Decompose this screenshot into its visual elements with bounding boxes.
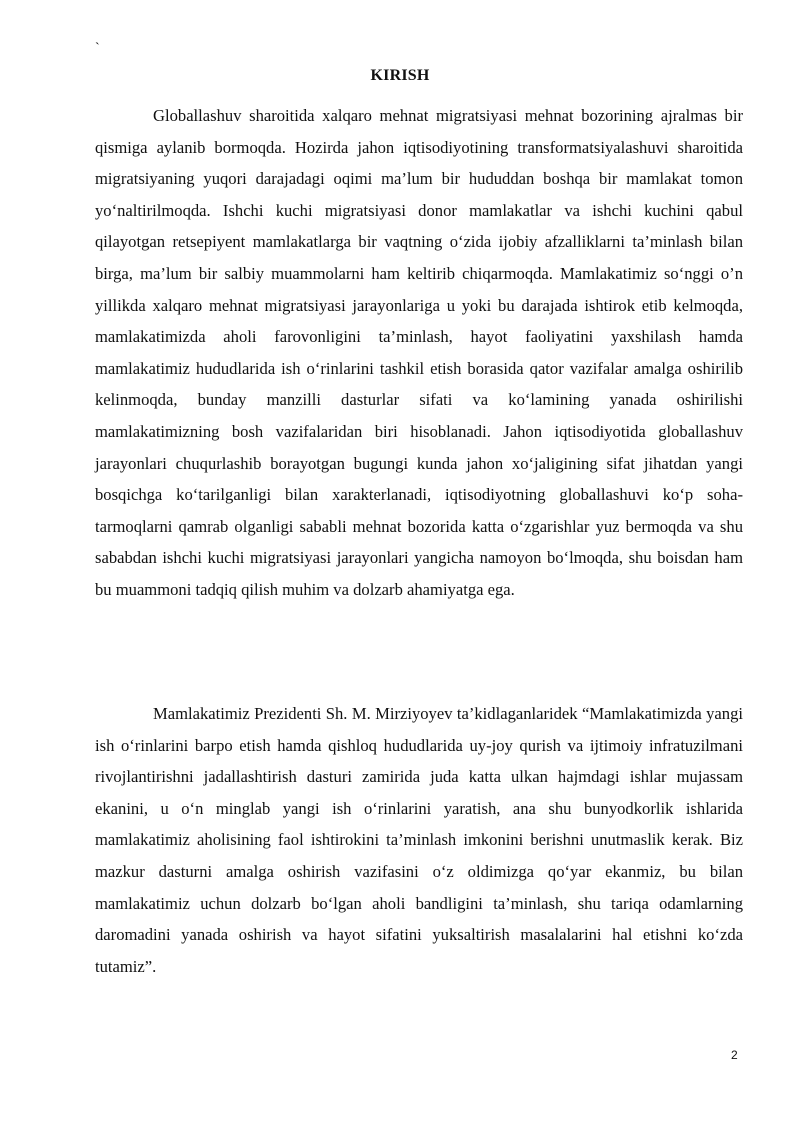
page-number: 2: [731, 1048, 738, 1062]
page-title: KIRISH: [370, 67, 430, 84]
paragraph-2: Mamlakatimiz Prezidenti Sh. M. Mirziyoyev ta’kidlaganlaridek “Mamlakatimizda yangi ish o‘rinlarini barpo etish hamda qishloq hududlarida uy-joy qurish va ijtimoiy infratuzilmani rivojlantirishni jadallashtirish dasturi zamirida juda katta ulkan hajmdagi ishlar mujassam ekanini, u o‘n minglab yangi ish o‘rinlarini yaratish, ana shu bunyodkorlik ishlarida mamlakatimiz aholisining faol ishtirokini ta’minlash imkonini berishni unutmaslik kerak. Biz mazkur dasturni amalga oshirish vazifasini o‘z oldimizga qo‘yar ekanmiz, bu bilan mamlakatimiz uchun dolzarb bo‘lgan aholi bandligini ta’minlash, shu tariqa odamlarning daromadini yanada oshirish va hayot sifatini yuksaltirish masalalarini hal etishni ko‘zda tutamiz”.: [95, 704, 743, 976]
stray-mark: `: [95, 41, 100, 56]
paragraph-1: Globallashuv sharoitida xalqaro mehnat migratsiyasi mehnat bozorining ajralmas bir qismiga aylanib bormoqda. Hozirda jahon iqtisodiyotining transformatsiyalashuvi sharoitida migratsiyaning yuqori darajadagi oqimi ma’lum bir hududdan boshqa bir mamlakat tomon yo‘naltirilmoqda. Ishchi kuchi migratsiyasi donor mamlakatlar va ishchi kuchini qabul qilayotgan retsepiyent mamlakatlarga bir vaqtning o‘zida ijobiy afzalliklarni ta’minlash bilan birga, ma’lum bir salbiy muammolarni ham keltirib chiqarmoqda. Mamlakatimiz so‘nggi o’n yillikda xalqaro mehnat migratsiyasi jarayonlariga u yoki bu darajada ishtirok etib kelmoqda, mamlakatimizda aholi farovonligini ta’minlash, hayot faoliyatini yaxshilash hamda mamlakatimiz hududlarida ish o‘rinlarini tashkil etish borasida qator vazifalar amalga oshirilib kelinmoqda, bunday manzilli dasturlar sifati va ko‘lamining yanada oshirilishi mamlakatimizning bosh vazifalaridan biri hisoblanadi. Jahon iqtisodiyotida globallashuv jarayonlari chuqurlashib borayotgan bugungi kunda jahon xo‘jaligining sifat jihatdan yangi bosqichga ko‘tarilganligi bilan xarakterlanadi, iqtisodiyotning globallashuvi ko‘p soha-tarmoqlarni qamrab olganligi sababli mehnat bozorida katta o‘zgarishlar yuz bermoqda va shu sababdan ishchi kuchi migratsiyasi jarayonlari yangicha namoyon bo‘lmoqda, shu boisdan ham bu muammoni tadqiq qilish muhim va dolzarb ahamiyatga ega.: [95, 106, 743, 599]
